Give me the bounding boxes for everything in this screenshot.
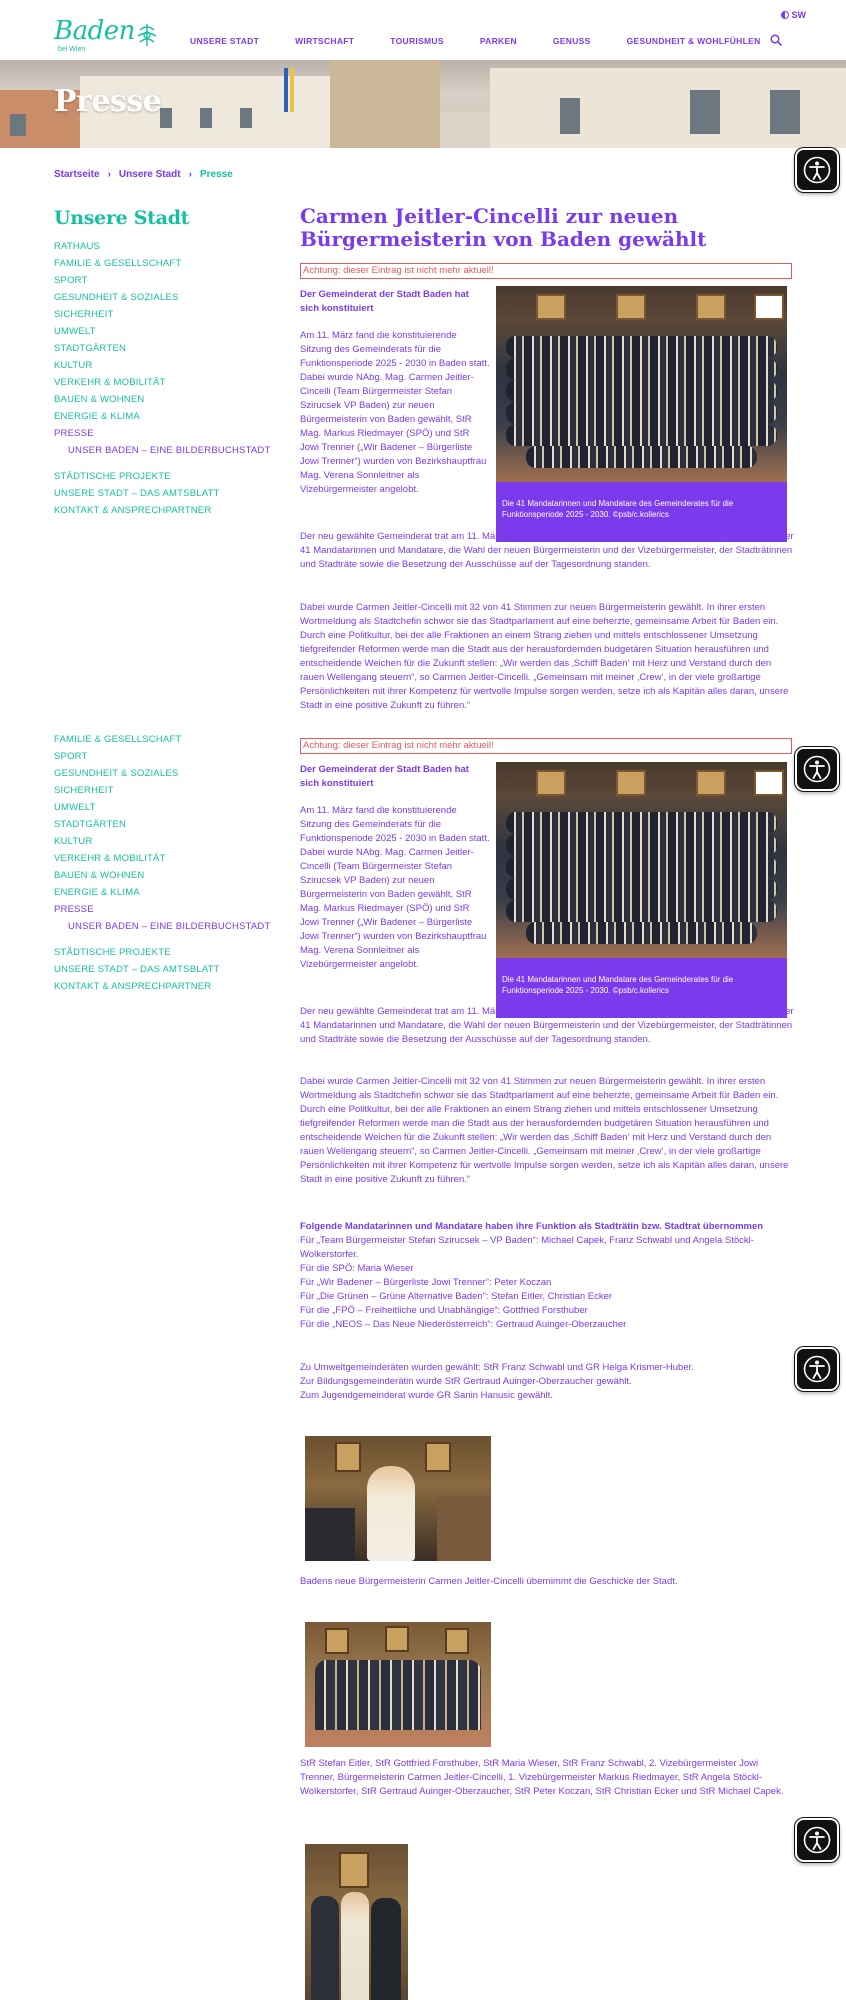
- accessibility-button[interactable]: [795, 148, 839, 192]
- people-row: [506, 402, 777, 424]
- sidebar-item-verkehr[interactable]: VERKEHR & MOBILITÄT: [54, 853, 166, 864]
- photo-caption: Die 41 Mandatarinnen und Mandatare des Gemeinderates für die Funktionsperiode 2025 - 2030. ©psb/c.kollerics: [496, 482, 787, 542]
- accessibility-button[interactable]: [795, 1818, 839, 1862]
- sidebar-nav: [54, 238, 270, 519]
- people-row: [506, 878, 777, 900]
- stadtrat-line: Für „Die Grünen – Grüne Alternative Baden“: Stefan Eitler, Christian Ecker: [300, 1291, 613, 1302]
- mayor-portrait-photo: [305, 1844, 408, 2000]
- painting: [754, 770, 784, 796]
- mayor-figure: [367, 1466, 415, 1561]
- painting: [754, 294, 784, 320]
- people-row: [506, 336, 777, 358]
- hero-window: [200, 108, 212, 128]
- person-figure: [311, 1896, 339, 2000]
- logo-wordmark: Baden: [54, 16, 135, 46]
- people-row: [506, 900, 777, 922]
- accessibility-button[interactable]: [795, 1347, 839, 1391]
- nav-unsere-stadt[interactable]: UNSERE STADT: [190, 36, 260, 46]
- sidebar-item-kontakt[interactable]: KONTAKT & ANSPRECHPARTNER: [54, 981, 212, 992]
- council-photo: [496, 762, 787, 958]
- sidebar-item-projekte[interactable]: STÄDTISCHE PROJEKTE: [54, 947, 171, 958]
- nav-genuss[interactable]: GENUSS: [552, 36, 591, 46]
- podium: [437, 1496, 491, 1561]
- sidebar-item-sport[interactable]: SPORT: [54, 751, 88, 762]
- photo-caption: Die 41 Mandatarinnen und Mandatare des Gemeinderates für die Funktionsperiode 2025 - 2030. ©psb/c.kollerics: [496, 958, 787, 1018]
- main-nav: [190, 36, 797, 46]
- hero-window: [770, 90, 800, 134]
- sidebar-item-amtsblatt[interactable]: UNSERE STADT – DAS AMTSBLATT: [54, 488, 220, 499]
- stadtrat-line: Für „Wir Badener – Bürgerliste Jowi Trenner“: Peter Koczan: [300, 1277, 552, 1288]
- chevron-right-icon: ›: [107, 169, 111, 180]
- accessibility-icon: [803, 1826, 831, 1854]
- page-title: Presse: [54, 84, 162, 119]
- breadcrumb-current: Presse: [199, 169, 233, 180]
- sidebar-subitem-bilderbuchstadt[interactable]: UNSER BADEN – EINE BILDERBUCHSTADT: [68, 921, 271, 932]
- search-icon[interactable]: [770, 34, 782, 46]
- article-paragraph: Am 11. März fand die konstituierende Sitzung des Gemeinderats für die Funktionsperiode 2025 - 2030 in Baden statt. Dabei wurde NAbg. Mag. Carmen Jeitler-Cincelli (Team Bürgermeister Stefan Szirucsek VP Baden) zur neuen Bürgermeisterin von Baden gewählt, StR Mag. Markus Riedmayer (SPÖ) und StR Jowi Trenner („Wir Badener – Bürgerliste Jowi Trenner“) wurden von Bezirkshauptfrau Mag. Verena Sonnleitner als Vizebürgermeister angelobt.: [300, 805, 490, 970]
- sidebar-item-bauen[interactable]: BAUEN & WOHNEN: [54, 870, 145, 881]
- language-toggle[interactable]: [781, 10, 807, 20]
- gemeinderat-section: [300, 1361, 795, 1403]
- sidebar-subitem-bilderbuchstadt[interactable]: UNSER BADEN – EINE BILDERBUCHSTADT: [68, 445, 271, 456]
- article-intro: [300, 288, 490, 497]
- sidebar-item-projekte[interactable]: STÄDTISCHE PROJEKTE: [54, 471, 171, 482]
- sidebar-item-amtsblatt[interactable]: UNSERE STADT – DAS AMTSBLATT: [54, 964, 220, 975]
- sidebar-item-umwelt[interactable]: UMWELT: [54, 326, 96, 337]
- stadtrat-line: Für „Team Bürgermeister Stefan Szirucsek – VP Baden“: Michael Capek, Franz Schwabl und Angela Stöckl-Wolkerstorfer.: [300, 1235, 754, 1260]
- sidebar-item-sicherheit[interactable]: SICHERHEIT: [54, 785, 114, 796]
- people-row: [506, 424, 777, 446]
- painting: [536, 770, 566, 796]
- article-lead: Der Gemeinderat der Stadt Baden hat sich konstituiert: [300, 764, 469, 789]
- painting: [325, 1628, 349, 1654]
- painting: [445, 1628, 469, 1654]
- hero-building: [440, 112, 490, 148]
- article-paragraph: Der neu gewählte Gemeinderat trat am 11. März zur konstituierenden Sitzung zusammen, bei der die Angelobung der 41 Mandatarinnen und Mandatare, die Wahl der neuen Bürgermeisterin und der Vizebürgermeister, der Stadträtinnen und Stadträte sowie die Besetzung der Ausschüsse auf der Tagesordnung standen.: [300, 531, 794, 570]
- hero-window: [690, 90, 720, 134]
- people-group: [315, 1660, 481, 1730]
- sidebar-item-sport[interactable]: SPORT: [54, 275, 88, 286]
- nav-tourismus[interactable]: TOURISMUS: [390, 36, 444, 46]
- sidebar-item-gesundheit[interactable]: GESUNDHEIT & SOZIALES: [54, 292, 179, 303]
- contrast-icon: [781, 11, 789, 19]
- painting: [696, 770, 726, 796]
- hero-flag: [284, 68, 288, 112]
- nav-wirtschaft[interactable]: WIRTSCHAFT: [295, 36, 355, 46]
- council-photo: [496, 286, 787, 482]
- sidebar-item-rathaus[interactable]: RATHAUS: [54, 241, 101, 252]
- person-figure: [371, 1898, 401, 2000]
- nav-parken[interactable]: PARKEN: [479, 36, 517, 46]
- chevron-right-icon: ›: [188, 169, 192, 180]
- outdated-warning: Achtung: dieser Eintrag ist nicht mehr aktuell!: [300, 738, 792, 754]
- painting: [536, 294, 566, 320]
- sidebar-item-familie[interactable]: FAMILIE & GESELLSCHAFT: [54, 734, 182, 745]
- painting: [425, 1442, 451, 1472]
- article-lead: Der Gemeinderat der Stadt Baden hat sich konstituiert: [300, 289, 469, 314]
- hero-window: [10, 114, 26, 136]
- stadtrat-heading: Folgende Mandatarinnen und Mandatare haben ihre Funktion als Stadträtin bzw. Stadtrat übernommen: [300, 1221, 764, 1232]
- stadtrat-line: Für die „FPÖ – Freiheitliche und Unabhängige“: Gottfried Forsthuber: [300, 1305, 588, 1316]
- breadcrumb: [54, 169, 233, 180]
- hero-statue: [330, 60, 440, 148]
- painting: [339, 1852, 369, 1888]
- sidebar-item-kontakt[interactable]: KONTAKT & ANSPRECHPARTNER: [54, 505, 212, 516]
- mayor-figure: [341, 1892, 369, 2000]
- hero-window: [560, 98, 580, 134]
- nav-gesundheit[interactable]: GESUNDHEIT & WOHLFÜHLEN: [626, 36, 761, 46]
- figure-caption: StR Stefan Eitler, StR Gottfried Forsthuber, StR Maria Wieser, StR Franz Schwabl, 2. Vizebürgermeister Jowi Trenner, Bürgermeisterin Carmen Jeitler-Cincelli, 1. Vizebürgermeister Markus Riedmayer, StR Angela Stöckl-Wolkerstorfer, StR Gertraud Auinger-Oberzaucher, StR Peter Koczan, StR Christian Ecker und StR Michael Capek.: [300, 1758, 784, 1797]
- sidebar-item-verkehr[interactable]: VERKEHR & MOBILITÄT: [54, 377, 166, 388]
- accessibility-icon: [803, 755, 831, 783]
- mayor-photo: [305, 1436, 491, 1561]
- sidebar-nav-repeat: [54, 731, 270, 995]
- stadtrat-section: [300, 1220, 795, 1332]
- sidebar-item-presse[interactable]: PRESSE: [54, 904, 94, 915]
- gemeinderat-line: Zu Umweltgemeinderäten wurden gewählt: StR Franz Schwabl und GR Helga Krismer-Huber.: [300, 1362, 694, 1373]
- sidebar-item-umwelt[interactable]: UMWELT: [54, 802, 96, 813]
- sidebar-title: Unsere Stadt: [54, 207, 190, 229]
- gemeinderat-line: Zum Jugendgemeinderat wurde GR Sanin Hanusic gewählt.: [300, 1390, 553, 1401]
- stadtrat-group-photo: [305, 1622, 491, 1747]
- people-row: [506, 380, 777, 402]
- article-title: Carmen Jeitler-Cincelli zur neuen Bürgermeisterin von Baden gewählt: [300, 204, 707, 251]
- accessibility-icon: [803, 156, 831, 184]
- sidebar-item-familie[interactable]: FAMILIE & GESELLSCHAFT: [54, 258, 182, 269]
- sidebar-item-kultur[interactable]: KULTUR: [54, 836, 93, 847]
- people-row: [506, 812, 777, 834]
- people-row: [526, 446, 757, 468]
- figure-caption: Badens neue Bürgermeisterin Carmen Jeitler-Cincelli übernimmt die Geschicke der Stadt.: [300, 1576, 678, 1587]
- language-label: SW: [791, 10, 806, 20]
- sidebar-item-energie[interactable]: ENERGIE & KLIMA: [54, 411, 140, 422]
- hero-window: [160, 108, 172, 128]
- people-row: [526, 922, 757, 944]
- site-logo[interactable]: [54, 18, 162, 56]
- article-intro: [300, 763, 490, 972]
- podium: [305, 1508, 355, 1561]
- breadcrumb-startseite[interactable]: Startseite: [54, 169, 100, 180]
- people-row: [506, 834, 777, 856]
- sidebar-item-kultur[interactable]: KULTUR: [54, 360, 93, 371]
- article-paragraph: Dabei wurde Carmen Jeitler-Cincelli mit 32 von 41 Stimmen zur neuen Bürgermeisterin gewählt. In ihrer ersten Wortmeldung als Stadtchefin schwor sie das Stadtparlament auf eine beherzte, gemeinsame Arbeit für Baden ein. Durch eine Politkultur, bei der alle Fraktionen an einem Strang ziehen und mittels entschlossener Umsetzung tiefgreifender Reformen werde man die Stadt aus der herausfordernden budgetären Situation herausführen und entscheidende Weichen für die Zukunft stellen: „Wir werden das ‚Schiff Baden‘ mit Herz und Verstand durch den rauen Wellengang steuern“, so Carmen Jeitler-Cincelli. „Gemeinsam mit meiner ‚Crew‘, in der viele großartige Persönlichkeiten mit ihrer Kompetenz für wertvolle Impulse sorgen werden, setze ich als Kapitän alles daran, unsere Stadt in eine positive Zukunft zu führen.“: [300, 1076, 789, 1185]
- gemeinderat-line: Zur Bildungsgemeinderätin wurde StR Gertraud Auinger-Oberzaucher gewählt.: [300, 1376, 632, 1387]
- sidebar-item-presse[interactable]: PRESSE: [54, 428, 94, 439]
- stadtrat-line: Für die „NEOS – Das Neue Niederösterreich“: Gertraud Auinger-Oberzaucher: [300, 1319, 627, 1330]
- article-paragraph: Am 11. März fand die konstituierende Sitzung des Gemeinderats für die Funktionsperiode 2025 - 2030 in Baden statt. Dabei wurde NAbg. Mag. Carmen Jeitler-Cincelli (Team Bürgermeister Stefan Szirucsek VP Baden) zur neuen Bürgermeisterin von Baden gewählt, StR Mag. Markus Riedmayer (SPÖ) und StR Jowi Trenner („Wir Badener – Bürgerliste Jowi Trenner“) wurden von Bezirkshauptfrau Mag. Verena Sonnleitner als Vizebürgermeister angelobt.: [300, 330, 490, 495]
- sidebar-item-bauen[interactable]: BAUEN & WOHNEN: [54, 394, 145, 405]
- painting: [385, 1626, 409, 1652]
- logo-emblem-icon: [134, 22, 160, 48]
- site-header: [0, 0, 846, 60]
- outdated-warning: Achtung: dieser Eintrag ist nicht mehr aktuell!: [300, 263, 792, 279]
- sidebar-item-sicherheit[interactable]: SICHERHEIT: [54, 309, 114, 320]
- sidebar-item-stadtgaerten[interactable]: STADTGÄRTEN: [54, 343, 127, 354]
- article-paragraph: Dabei wurde Carmen Jeitler-Cincelli mit 32 von 41 Stimmen zur neuen Bürgermeisterin gewählt. In ihrer ersten Wortmeldung als Stadtchefin schwor sie das Stadtparlament auf eine beherzte, gemeinsame Arbeit für Baden ein. Durch eine Politkultur, bei der alle Fraktionen an einem Strang ziehen und mittels entschlossener Umsetzung tiefgreifender Reformen werde man die Stadt aus der herausfordernden budgetären Situation herausführen und entscheidende Weichen für die Zukunft stellen: „Wir werden das ‚Schiff Baden‘ mit Herz und Verstand durch den rauen Wellengang steuern“, so Carmen Jeitler-Cincelli. „Gemeinsam mit meiner ‚Crew‘, in der viele großartige Persönlichkeiten mit ihrer Kompetenz für wertvolle Impulse sorgen werden, setze ich als Kapitän alles daran, unsere Stadt in eine positive Zukunft zu führen.“: [300, 602, 789, 711]
- accessibility-icon: [803, 1355, 831, 1383]
- article-paragraph: Der neu gewählte Gemeinderat trat am 11. März zur konstituierenden Sitzung zusammen, bei der die Angelobung der 41 Mandatarinnen und Mandatare, die Wahl der neuen Bürgermeisterin und der Vizebürgermeister, der Stadträtinnen und Stadträte sowie die Besetzung der Ausschüsse auf der Tagesordnung standen.: [300, 1006, 794, 1045]
- sidebar-item-gesundheit[interactable]: GESUNDHEIT & SOZIALES: [54, 768, 179, 779]
- people-row: [506, 358, 777, 380]
- sidebar-item-energie[interactable]: ENERGIE & KLIMA: [54, 887, 140, 898]
- sidebar-item-stadtgaerten[interactable]: STADTGÄRTEN: [54, 819, 127, 830]
- breadcrumb-unsere-stadt[interactable]: Unsere Stadt: [118, 169, 181, 180]
- accessibility-button[interactable]: [795, 747, 839, 791]
- painting: [616, 294, 646, 320]
- logo-subtitle: bei Wien: [58, 46, 86, 53]
- hero-window: [240, 108, 252, 128]
- stadtrat-line: Für die SPÖ: Maria Wieser: [300, 1263, 414, 1274]
- painting: [696, 294, 726, 320]
- hero-flag: [290, 68, 294, 112]
- people-row: [506, 856, 777, 878]
- painting: [616, 770, 646, 796]
- painting: [335, 1442, 361, 1472]
